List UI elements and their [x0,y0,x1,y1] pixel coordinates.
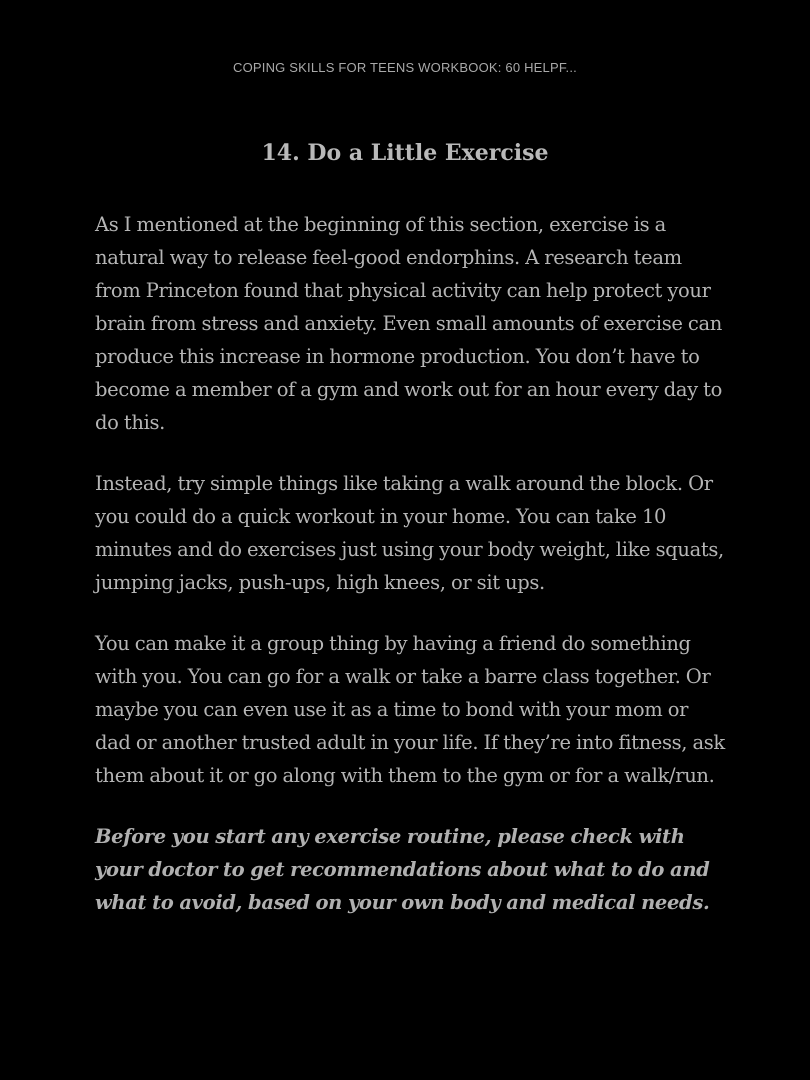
medical-note-paragraph: Before you start any exercise routine, please check with your doctor to get recommendations about what to do and what to avoid, based on your own body and medical needs. [95,825,710,914]
paragraph-2: Instead, try simple things like taking a walk around the block. Or you could do a quick workout in your home. You can take 10 minutes and do exercises just using your body weight, like squats, jumping jacks, push-ups, high knees, or sit ups. [95,472,724,594]
running-header-book-title: COPING SKILLS FOR TEENS WORKBOOK: 60 HELPF... [233,60,577,75]
chapter-heading: 14. Do a Little Exercise [261,140,549,166]
paragraph-3: You can make it a group thing by having a friend do something with you. You can go for a walk or take a barre class together. Or maybe you can even use it as a time to bond with your mom or dad or another trusted adult in your life. If they’re into fitness, ask them about it or go along with them to the gym or for a walk/run. [95,632,725,787]
chapter-body [95,208,725,919]
paragraph-1: As I mentioned at the beginning of this section, exercise is a natural way to release feel-good endorphins. A research team from Princeton found that physical activity can help protect your brain from stress and anxiety. Even small amounts of exercise can produce this increase in hormone production. You don’t have to become a member of a gym and work out for an hour every day to do this. [95,213,723,434]
